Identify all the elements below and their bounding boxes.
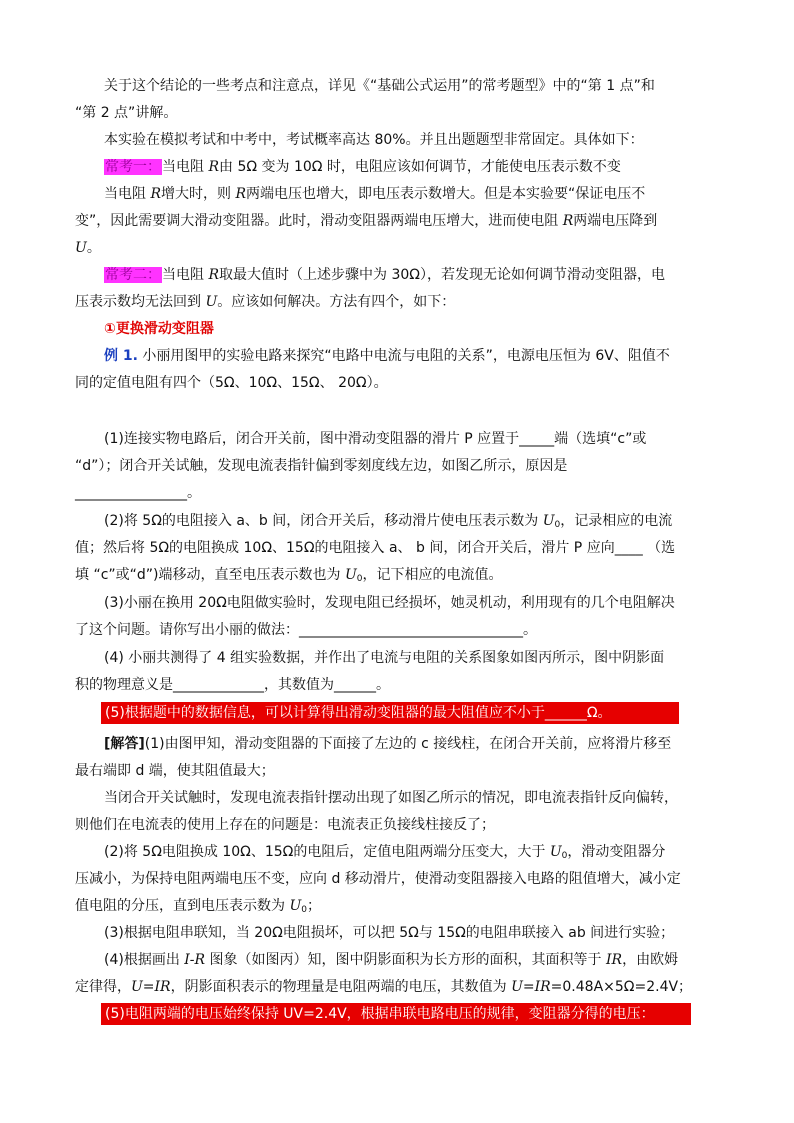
text-run: 压减小，为保持电阻两端电压不变，应向 d 移动滑片，使滑动变阻器接入电路的阻值增大，减小定 — [75, 871, 681, 887]
text-run: 值电阻的分压，直到电压表示数为 — [75, 898, 290, 914]
subscript: 0 — [561, 851, 568, 861]
text-run: (1)由图甲知，滑动变阻器的下面接了左边的 c 接线柱，在闭合开关前，应将滑片移至 — [144, 736, 672, 752]
subscript: 0 — [356, 574, 363, 584]
question-line — [75, 452, 725, 480]
text-run: 小丽用图甲的实验电路来探究“电路中电流与电阻的关系”，电源电压恒为 6V、阻值不 — [137, 348, 670, 364]
subscript: 0 — [301, 905, 307, 915]
text-run: (3)根据电阻串联知，当 20Ω电阻损坏，可以把 5Ω与 15Ω的电阻串联接入 ab 间进行实验； — [104, 925, 675, 941]
answer-line — [104, 919, 725, 947]
paragraph-text: “第 2 点”讲解。 — [75, 105, 178, 121]
math-variable: IR — [606, 952, 623, 968]
paragraph-text: 关于这个结论的一些考点和注意点，详见《“基础公式运用”的常考题型》中的“第 1 点”和 — [104, 78, 655, 94]
math-variable: R — [235, 186, 246, 202]
text-line — [104, 72, 725, 100]
answer-line — [75, 865, 725, 893]
answer-line — [75, 811, 725, 839]
question-line — [75, 671, 725, 699]
text-run: (4) 小丽共测得了 4 组实验数据，并作出了电流与电阻的关系图象如图丙所示，图中阴影面 — [104, 650, 665, 666]
highlighted-answer — [101, 1003, 691, 1025]
text-line — [75, 369, 725, 397]
text-run: 变”，因此需要调大滑动变阻器。此时，滑动变阻器两端电压增大，进而使电阻 — [75, 213, 563, 229]
text-line — [104, 126, 725, 154]
question-line — [104, 425, 725, 453]
answer-line — [104, 946, 725, 974]
math-variable: R — [150, 186, 161, 202]
text-run: 两端电压降到 — [573, 213, 658, 229]
text-run: ，记下相应的电流值。 — [362, 567, 503, 583]
math-variable: U — [75, 240, 87, 256]
text-run: 图象（如图丙）知，图中阴影面积为长方形的面积，其面积等于 — [205, 952, 606, 968]
question-line — [75, 479, 725, 507]
text-run: (2)将 5Ω电阻换成 10Ω、15Ω的电阻后，定值电阻两端分压变大，大于 — [104, 844, 550, 860]
text-run: (5)电阻两端的电压始终保持 UV=2.4V，根据串联电路电压的规律，变阻器分得的电压： — [105, 1006, 655, 1022]
math-variable: U=IR — [511, 979, 551, 995]
math-variable: R — [208, 159, 219, 175]
text-run: 由 5Ω 变为 10Ω 时，电阻应该如何调节，才能使电压表示数不变 — [219, 159, 621, 175]
answer-line — [75, 973, 725, 1001]
highlighted-question — [101, 702, 679, 724]
text-run: 增大时，则 — [161, 186, 236, 202]
text-run: 当电阻 — [104, 186, 151, 202]
text-run: 则他们在电流表的使用上存在的问题是：电流表正负接线柱接反了； — [75, 817, 495, 833]
text-run: 取最大值时（上述步骤中为 30Ω），若发现无论如何调节滑动变阻器，电 — [219, 267, 665, 283]
text-run: 填 “c”或“d”)端移动，直至电压表示数也为 — [75, 567, 345, 583]
text-line — [104, 342, 725, 370]
question-line — [104, 507, 725, 535]
text-run: 当电阻 — [162, 159, 209, 175]
text-run: 当闭合开关试触时，发现电流表指针摆动出现了如图乙所示的情况，即电流表指针反向偏转， — [104, 790, 678, 806]
math-variable: R — [208, 267, 219, 283]
text-line — [75, 99, 725, 127]
text-run: 同的定值电阻有四个（5Ω、10Ω、15Ω、 20Ω）。 — [75, 375, 388, 391]
text-run: 当电阻 — [162, 267, 209, 283]
text-run: (1)连接实物电路后，闭合开关前，图中滑动变阻器的滑片 P 应置于_____端（选填“c”或 — [104, 431, 647, 447]
text-run: 定律得， — [75, 979, 131, 995]
math-variable: U=IR — [131, 979, 171, 995]
answer-line — [104, 784, 725, 812]
text-run: (4)根据画出 — [104, 952, 185, 968]
method-heading: ①更换滑动变阻器 — [104, 321, 214, 337]
text-run: (3)小丽在换用 20Ω电阻做实验时，发现电阻已经损坏，她灵机动，利用现有的几个电阻解决 — [104, 595, 675, 611]
text-line — [104, 261, 725, 289]
text-run: 积的物理意义是_____________，其数值为______。 — [75, 677, 390, 693]
question-line — [104, 644, 725, 672]
text-run: 。 — [86, 240, 101, 256]
text-run: (5)根据题中的数据信息，可以计算得出滑动变阻器的最大阻值应不小于______Ω。 — [105, 705, 612, 721]
question-line — [75, 561, 725, 589]
subscript: 0 — [554, 520, 561, 530]
text-run: 值；然后将 5Ω的电阻换成 10Ω、15Ω的电阻接入 a、 b 间，闭合开关后，滑片 P 应向____ （选 — [75, 540, 676, 556]
text-line — [104, 153, 725, 181]
text-run: (2)将 5Ω的电阻接入 a、b 间，闭合开关后，移动滑片使电压表示数为 — [104, 513, 543, 529]
question-line — [75, 616, 725, 644]
text-run: 最右端即 d 端，使其阻值最大； — [75, 763, 275, 779]
text-line — [104, 180, 725, 208]
text-run: ，由欧姆 — [622, 952, 679, 968]
math-variable: U — [289, 898, 302, 914]
text-line — [75, 207, 725, 235]
math-variable: I-R — [184, 952, 206, 968]
text-run: 压表示数均无法回到 — [75, 294, 206, 310]
answer-line — [75, 757, 725, 785]
text-line — [75, 234, 725, 262]
math-variable: R — [562, 213, 574, 229]
math-variable: U — [344, 567, 357, 583]
highlight-tag: 常考二： — [105, 267, 161, 283]
math-variable: U — [542, 513, 555, 529]
text-run: ，滑动变阻器分 — [567, 844, 666, 860]
text-run: ； — [307, 898, 321, 914]
text-line — [75, 288, 725, 316]
answer-line — [104, 730, 725, 758]
answer-label: [解答] — [104, 736, 145, 752]
paragraph-text: 本实验在模拟考试和中考中，考试概率高达 80%。并且出题题型非常固定。具体如下： — [104, 132, 644, 148]
question-line — [75, 534, 725, 562]
highlight-tag: 常考一： — [105, 159, 161, 175]
text-run: 两端电压也增大，即电压表示数增大。但是本实验要“保证电压不 — [246, 186, 646, 202]
answer-line — [75, 892, 725, 920]
text-run: ，记录相应的电流 — [560, 513, 673, 529]
answer-line — [104, 838, 725, 866]
text-run: =0.48A×5Ω=2.4V； — [550, 979, 693, 995]
question-line — [104, 589, 725, 617]
text-run: “d”）；闭合开关试触，发现电流表指针偏到零刻度线左边，如图乙所示，原因是 — [75, 458, 568, 474]
math-variable: U — [205, 294, 218, 310]
text-run: ，阴影面积表示的物理量是电阻两端的电压，其数值为 — [170, 979, 512, 995]
text-run: 。应该如何解决。方法有四个，如下： — [217, 294, 456, 310]
example-label: 例 1. — [104, 348, 138, 364]
text-run: ________________。 — [75, 485, 201, 501]
math-variable: U — [549, 844, 562, 860]
text-run: 了这个问题。请你写出小丽的做法：________________________________。 — [75, 622, 537, 638]
